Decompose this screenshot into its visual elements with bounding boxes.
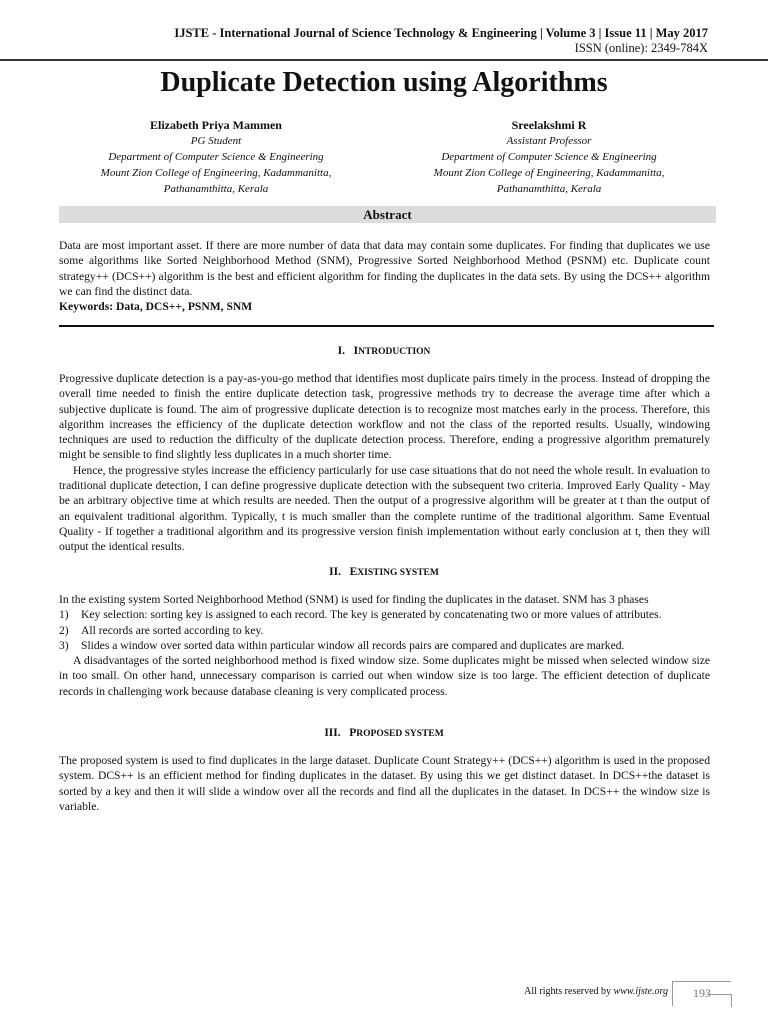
author-name: Sreelakshmi R bbox=[511, 118, 587, 132]
section-introduction-body bbox=[59, 371, 710, 555]
footer bbox=[524, 986, 668, 997]
list-text: All records are sorted according to key. bbox=[81, 623, 264, 637]
author-department: Department of Computer Science & Engineering bbox=[441, 151, 657, 163]
section-title-rest: NTRODUCTION bbox=[358, 347, 431, 357]
section-number: II. bbox=[329, 566, 341, 578]
section-heading-proposed-system bbox=[0, 727, 768, 739]
author-block-2 bbox=[399, 117, 699, 197]
page-number: 193 bbox=[672, 981, 731, 1006]
author-department: Department of Computer Science & Engineering bbox=[108, 151, 324, 163]
author-name: Elizabeth Priya Mammen bbox=[150, 118, 282, 132]
footer-rights: All rights reserved by bbox=[524, 986, 614, 997]
author-place: Pathanamthitta, Kerala bbox=[496, 183, 602, 195]
journal-header bbox=[174, 26, 708, 56]
abstract-divider bbox=[59, 325, 714, 327]
paragraph: The proposed system is used to find duplicates in the large dataset. Duplicate Count Strategy++ (DCS++) algorithm is used in the proposed system. DCS++ is an efficient method for finding duplicates in the dataset. By using this we get distinct dataset. In DCS++the dataset is sorted by a key and then it will slide a window over all the records and find all the duplicates in the dataset. In DCS++ the window size is variable. bbox=[59, 754, 710, 813]
paragraph: In the existing system Sorted Neighborhood Method (SNM) is used for finding the duplicates in the dataset. SNM has 3 phases bbox=[59, 593, 649, 606]
section-existing-system-body bbox=[59, 592, 710, 699]
section-heading-existing-system bbox=[0, 566, 768, 578]
abstract-text: Data are most important asset. If there are more number of data that data may contain some duplicates. For finding that duplicates we use some algorithms like Sorted Neighborhood Method (SNM), Progressive Sorted Neighborhood Method (PSNM) etc. Duplicate count strategy++ (DCS++) algorithm is the best and efficient algorithm for finding the duplicates in the data sets. By using the DCS++ algorithm we can find the distinct data. bbox=[59, 239, 710, 298]
section-title-initial: I bbox=[353, 345, 359, 357]
section-title-rest: ROPOSED SYSTEM bbox=[356, 729, 444, 739]
author-role: Assistant Professor bbox=[506, 135, 592, 147]
list-number: 1) bbox=[59, 608, 69, 622]
header-divider bbox=[0, 59, 768, 61]
journal-title: IJSTE - International Journal of Science Technology & Engineering | Volume 3 | Issue 11 | May 2017 bbox=[174, 26, 708, 40]
section-title-rest: XISTING SYSTEM bbox=[357, 568, 439, 578]
footer-site-link[interactable]: www.ijste.org bbox=[613, 986, 668, 997]
list-text: Key selection: sorting key is assigned to each record. The key is generated by concatenating two or more values of attributes. bbox=[81, 608, 662, 622]
paragraph: Progressive duplicate detection is a pay-as-you-go method that identifies most duplicate pairs timely in the process. Instead of dropping the overall time needed to finish the entire duplicate detection task, progressive methods try to decrease the average time after which a subjective duplicate is found. The aim of progressive duplicate detection is to recognize most matches early in the process. Therefore, this algorithm increases the efficiency of the duplicate detection workflow and not the class of the reported results. Usually, windowing techniques are used to reduction the difficulty of the duplicate detection process. Therefore, ending a progressive algorithm prematurely might be sensible to find slightly less duplicates in a much shorter time. bbox=[59, 372, 710, 462]
paragraph: A disadvantages of the sorted neighborhood method is fixed window size. Some duplicates might be missed when selected window size in too small. On other hand, unnecessary comparison is carried out when window size is too large. The efficient detection of duplicate records in challenging work because database cleaning is very complicated process. bbox=[59, 654, 710, 698]
section-proposed-system-body bbox=[59, 753, 710, 814]
abstract-section bbox=[59, 238, 710, 314]
issn: ISSN (online): 2349-784X bbox=[574, 41, 708, 55]
author-college: Mount Zion College of Engineering, Kadammanitta, bbox=[433, 167, 665, 179]
section-number: I. bbox=[337, 345, 345, 357]
author-role: PG Student bbox=[190, 135, 242, 147]
author-place: Pathanamthitta, Kerala bbox=[163, 183, 269, 195]
paragraph: Hence, the progressive styles increase the efficiency particularly for use case situations that do not need the whole result. In evaluation to traditional duplicate detection, I can define progressive duplicate detection with the subsequent two criteria. Improved Early Quality - May be an arbitrary objective time at which results are needed. Then the output of a progressive algorithm will be greater at t than the output of an equivalent traditional algorithm. Typically, t is much smaller than the complete runtime of the traditional algorithm. Same Eventual Quality - If together a traditional algorithm and its progressive version finish implementation without early conclusion at t, then they will output the identical results. bbox=[59, 463, 710, 554]
section-title-initial: P bbox=[349, 727, 357, 739]
list-number: 2) bbox=[59, 623, 69, 637]
section-title-initial: E bbox=[349, 566, 358, 578]
abstract-heading: Abstract bbox=[59, 206, 716, 223]
list-item bbox=[59, 607, 710, 622]
list-number: 3) bbox=[59, 638, 69, 652]
paper-title: Duplicate Detection using Algorithms bbox=[160, 67, 608, 98]
author-block-1 bbox=[66, 117, 366, 197]
section-heading-introduction bbox=[0, 345, 768, 357]
section-number: III. bbox=[324, 727, 341, 739]
list-item bbox=[59, 638, 710, 653]
list-text: Slides a window over sorted data within particular window all records pairs are compared and duplicates are marked. bbox=[81, 638, 625, 652]
author-college: Mount Zion College of Engineering, Kadammanitta, bbox=[100, 167, 332, 179]
list-item bbox=[59, 623, 710, 638]
keywords: Keywords: Data, DCS++, PSNM, SNM bbox=[59, 300, 253, 314]
